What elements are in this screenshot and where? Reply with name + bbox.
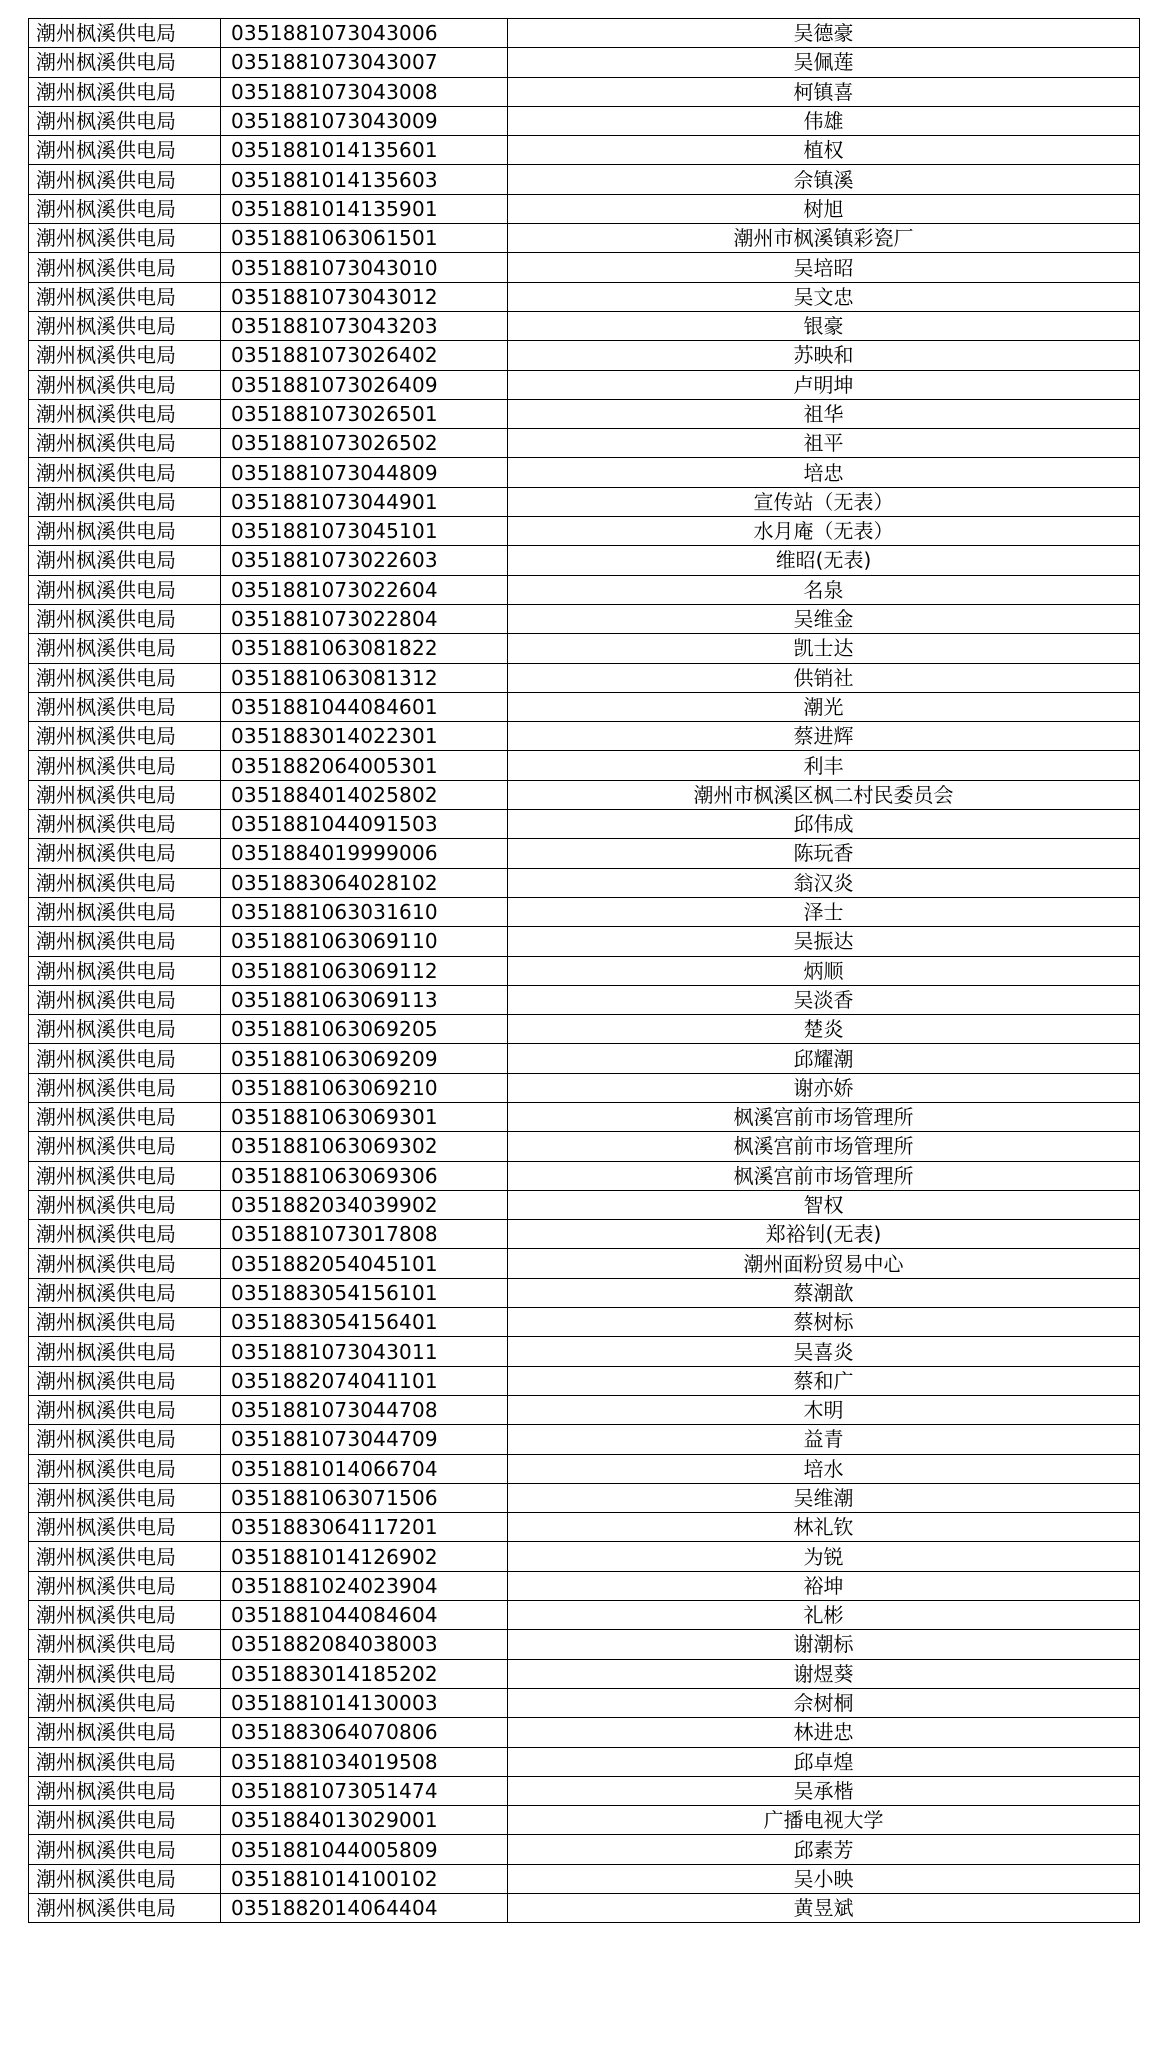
cell-power-bureau: 潮州枫溪供电局 [29, 48, 221, 77]
cell-account-number: 0351881073044708 [221, 1395, 508, 1424]
cell-account-number: 0351881073043203 [221, 311, 508, 340]
table-row [29, 1718, 1140, 1747]
cell-account-number: 0351881073043011 [221, 1337, 508, 1366]
table-row [29, 1894, 1140, 1923]
cell-customer-name: 郑裕钊(无表) [508, 1220, 1140, 1249]
cell-power-bureau: 潮州枫溪供电局 [29, 722, 221, 751]
table-row [29, 1308, 1140, 1337]
table-row [29, 1542, 1140, 1571]
cell-power-bureau: 潮州枫溪供电局 [29, 1776, 221, 1805]
cell-account-number: 0351881073044709 [221, 1425, 508, 1454]
cell-customer-name: 利丰 [508, 751, 1140, 780]
table-row [29, 1044, 1140, 1073]
table-row [29, 194, 1140, 223]
cell-power-bureau: 潮州枫溪供电局 [29, 370, 221, 399]
cell-account-number: 0351881014135601 [221, 136, 508, 165]
cell-power-bureau: 潮州枫溪供电局 [29, 224, 221, 253]
cell-account-number: 0351881073051474 [221, 1776, 508, 1805]
table-row [29, 1776, 1140, 1805]
table-row [29, 1835, 1140, 1864]
cell-power-bureau: 潮州枫溪供电局 [29, 1249, 221, 1278]
cell-power-bureau: 潮州枫溪供电局 [29, 341, 221, 370]
table-row [29, 1630, 1140, 1659]
table-row [29, 253, 1140, 282]
cell-account-number: 0351881063069306 [221, 1161, 508, 1190]
cell-customer-name: 银豪 [508, 311, 1140, 340]
cell-customer-name: 吴喜炎 [508, 1337, 1140, 1366]
table-row [29, 1483, 1140, 1512]
cell-customer-name: 培忠 [508, 458, 1140, 487]
cell-power-bureau: 潮州枫溪供电局 [29, 458, 221, 487]
cell-account-number: 0351882064005301 [221, 751, 508, 780]
cell-power-bureau: 潮州枫溪供电局 [29, 1015, 221, 1044]
cell-account-number: 0351884013029001 [221, 1806, 508, 1835]
cell-customer-name: 祖华 [508, 399, 1140, 428]
table-row [29, 1571, 1140, 1600]
cell-customer-name: 宣传站（无表） [508, 487, 1140, 516]
table-row [29, 546, 1140, 575]
cell-customer-name: 吴维金 [508, 604, 1140, 633]
table-row [29, 1454, 1140, 1483]
cell-account-number: 0351881014135901 [221, 194, 508, 223]
cell-power-bureau: 潮州枫溪供电局 [29, 1366, 221, 1395]
cell-account-number: 0351881073043007 [221, 48, 508, 77]
cell-power-bureau: 潮州枫溪供电局 [29, 1571, 221, 1600]
table-row [29, 48, 1140, 77]
cell-account-number: 0351881063069113 [221, 985, 508, 1014]
cell-customer-name: 木明 [508, 1395, 1140, 1424]
cell-power-bureau: 潮州枫溪供电局 [29, 1513, 221, 1542]
cell-account-number: 0351881073044809 [221, 458, 508, 487]
cell-account-number: 0351881014066704 [221, 1454, 508, 1483]
cell-customer-name: 翁汉炎 [508, 868, 1140, 897]
cell-power-bureau: 潮州枫溪供电局 [29, 1688, 221, 1717]
cell-account-number: 0351881073026402 [221, 341, 508, 370]
cell-power-bureau: 潮州枫溪供电局 [29, 1630, 221, 1659]
table-row [29, 1864, 1140, 1893]
cell-account-number: 0351881073045101 [221, 517, 508, 546]
cell-power-bureau: 潮州枫溪供电局 [29, 311, 221, 340]
cell-customer-name: 林进忠 [508, 1718, 1140, 1747]
cell-account-number: 0351881073043009 [221, 106, 508, 135]
cell-power-bureau: 潮州枫溪供电局 [29, 1220, 221, 1249]
table-row [29, 165, 1140, 194]
cell-account-number: 0351881073026409 [221, 370, 508, 399]
cell-customer-name: 植权 [508, 136, 1140, 165]
cell-power-bureau: 潮州枫溪供电局 [29, 1542, 221, 1571]
cell-power-bureau: 潮州枫溪供电局 [29, 106, 221, 135]
cell-power-bureau: 潮州枫溪供电局 [29, 1483, 221, 1512]
account-table [28, 18, 1140, 1923]
table-row [29, 517, 1140, 546]
cell-customer-name: 吴佩莲 [508, 48, 1140, 77]
cell-account-number: 0351881063071506 [221, 1483, 508, 1512]
table-row [29, 311, 1140, 340]
cell-customer-name: 黄昱斌 [508, 1894, 1140, 1923]
account-table-body [29, 19, 1140, 1923]
cell-power-bureau: 潮州枫溪供电局 [29, 634, 221, 663]
cell-account-number: 0351884014025802 [221, 780, 508, 809]
cell-customer-name: 吴承楷 [508, 1776, 1140, 1805]
cell-power-bureau: 潮州枫溪供电局 [29, 1395, 221, 1424]
table-row [29, 604, 1140, 633]
cell-customer-name: 伟雄 [508, 106, 1140, 135]
cell-power-bureau: 潮州枫溪供电局 [29, 1161, 221, 1190]
cell-account-number: 0351881073022604 [221, 575, 508, 604]
cell-customer-name: 潮州面粉贸易中心 [508, 1249, 1140, 1278]
cell-customer-name: 潮光 [508, 692, 1140, 721]
cell-power-bureau: 潮州枫溪供电局 [29, 956, 221, 985]
cell-power-bureau: 潮州枫溪供电局 [29, 487, 221, 516]
cell-customer-name: 蔡潮歆 [508, 1278, 1140, 1307]
table-row [29, 136, 1140, 165]
cell-power-bureau: 潮州枫溪供电局 [29, 1073, 221, 1102]
cell-customer-name: 名泉 [508, 575, 1140, 604]
cell-power-bureau: 潮州枫溪供电局 [29, 1044, 221, 1073]
table-row [29, 1513, 1140, 1542]
cell-power-bureau: 潮州枫溪供电局 [29, 282, 221, 311]
table-row [29, 106, 1140, 135]
cell-power-bureau: 潮州枫溪供电局 [29, 604, 221, 633]
table-row [29, 956, 1140, 985]
cell-account-number: 0351882084038003 [221, 1630, 508, 1659]
cell-customer-name: 吴淡香 [508, 985, 1140, 1014]
table-row [29, 1688, 1140, 1717]
cell-customer-name: 潮州市枫溪镇彩瓷厂 [508, 224, 1140, 253]
table-row [29, 897, 1140, 926]
cell-customer-name: 水月庵（无表） [508, 517, 1140, 546]
cell-power-bureau: 潮州枫溪供电局 [29, 751, 221, 780]
cell-account-number: 0351881014130003 [221, 1688, 508, 1717]
cell-account-number: 0351881063069209 [221, 1044, 508, 1073]
cell-customer-name: 枫溪宫前市场管理所 [508, 1161, 1140, 1190]
table-row [29, 575, 1140, 604]
cell-power-bureau: 潮州枫溪供电局 [29, 77, 221, 106]
table-row [29, 1190, 1140, 1219]
cell-customer-name: 苏映和 [508, 341, 1140, 370]
table-row [29, 1337, 1140, 1366]
cell-power-bureau: 潮州枫溪供电局 [29, 1132, 221, 1161]
table-row [29, 927, 1140, 956]
cell-customer-name: 维昭(无表) [508, 546, 1140, 575]
cell-customer-name: 邱素芳 [508, 1835, 1140, 1864]
cell-customer-name: 佘树桐 [508, 1688, 1140, 1717]
cell-account-number: 0351883054156101 [221, 1278, 508, 1307]
cell-account-number: 0351881044005809 [221, 1835, 508, 1864]
cell-power-bureau: 潮州枫溪供电局 [29, 399, 221, 428]
cell-power-bureau: 潮州枫溪供电局 [29, 429, 221, 458]
table-row [29, 1747, 1140, 1776]
cell-account-number: 0351881063069302 [221, 1132, 508, 1161]
cell-account-number: 0351881063069112 [221, 956, 508, 985]
cell-account-number: 0351883064028102 [221, 868, 508, 897]
cell-customer-name: 谢亦娇 [508, 1073, 1140, 1102]
cell-customer-name: 枫溪宫前市场管理所 [508, 1132, 1140, 1161]
cell-account-number: 0351882054045101 [221, 1249, 508, 1278]
cell-customer-name: 卢明坤 [508, 370, 1140, 399]
cell-customer-name: 邱卓煌 [508, 1747, 1140, 1776]
table-row [29, 282, 1140, 311]
cell-customer-name: 培水 [508, 1454, 1140, 1483]
table-row [29, 634, 1140, 663]
table-row [29, 1132, 1140, 1161]
table-row [29, 487, 1140, 516]
cell-account-number: 0351884019999006 [221, 839, 508, 868]
cell-power-bureau: 潮州枫溪供电局 [29, 1835, 221, 1864]
table-row [29, 458, 1140, 487]
cell-customer-name: 蔡进辉 [508, 722, 1140, 751]
cell-account-number: 0351881034019508 [221, 1747, 508, 1776]
cell-power-bureau: 潮州枫溪供电局 [29, 692, 221, 721]
cell-customer-name: 广播电视大学 [508, 1806, 1140, 1835]
cell-power-bureau: 潮州枫溪供电局 [29, 810, 221, 839]
cell-account-number: 0351881063081312 [221, 663, 508, 692]
cell-power-bureau: 潮州枫溪供电局 [29, 1806, 221, 1835]
cell-customer-name: 潮州市枫溪区枫二村民委员会 [508, 780, 1140, 809]
cell-account-number: 0351881063069205 [221, 1015, 508, 1044]
cell-power-bureau: 潮州枫溪供电局 [29, 1102, 221, 1131]
table-row [29, 1366, 1140, 1395]
cell-customer-name: 吴培昭 [508, 253, 1140, 282]
document-page [28, 18, 1139, 1923]
cell-account-number: 0351882074041101 [221, 1366, 508, 1395]
cell-account-number: 0351881073026502 [221, 429, 508, 458]
cell-power-bureau: 潮州枫溪供电局 [29, 1337, 221, 1366]
cell-customer-name: 柯镇喜 [508, 77, 1140, 106]
table-row [29, 722, 1140, 751]
cell-customer-name: 谢潮标 [508, 1630, 1140, 1659]
table-row [29, 370, 1140, 399]
cell-customer-name: 裕坤 [508, 1571, 1140, 1600]
cell-power-bureau: 潮州枫溪供电局 [29, 136, 221, 165]
cell-account-number: 0351881014135603 [221, 165, 508, 194]
cell-power-bureau: 潮州枫溪供电局 [29, 868, 221, 897]
table-row [29, 77, 1140, 106]
cell-account-number: 0351881073026501 [221, 399, 508, 428]
cell-customer-name: 吴小映 [508, 1864, 1140, 1893]
cell-customer-name: 吴维潮 [508, 1483, 1140, 1512]
cell-power-bureau: 潮州枫溪供电局 [29, 1190, 221, 1219]
cell-customer-name: 智权 [508, 1190, 1140, 1219]
cell-power-bureau: 潮州枫溪供电局 [29, 1747, 221, 1776]
cell-power-bureau: 潮州枫溪供电局 [29, 1864, 221, 1893]
cell-account-number: 0351881073043008 [221, 77, 508, 106]
table-row [29, 1015, 1140, 1044]
cell-account-number: 0351881073043010 [221, 253, 508, 282]
cell-account-number: 0351881073022804 [221, 604, 508, 633]
cell-account-number: 0351882034039902 [221, 1190, 508, 1219]
cell-account-number: 0351883014022301 [221, 722, 508, 751]
cell-power-bureau: 潮州枫溪供电局 [29, 839, 221, 868]
cell-account-number: 0351881063061501 [221, 224, 508, 253]
cell-account-number: 0351881073017808 [221, 1220, 508, 1249]
cell-account-number: 0351881063069110 [221, 927, 508, 956]
cell-power-bureau: 潮州枫溪供电局 [29, 663, 221, 692]
cell-customer-name: 吴文忠 [508, 282, 1140, 311]
cell-customer-name: 陈玩香 [508, 839, 1140, 868]
cell-power-bureau: 潮州枫溪供电局 [29, 1894, 221, 1923]
cell-account-number: 0351881073043006 [221, 19, 508, 48]
cell-power-bureau: 潮州枫溪供电局 [29, 1425, 221, 1454]
table-row [29, 810, 1140, 839]
cell-power-bureau: 潮州枫溪供电局 [29, 253, 221, 282]
table-row [29, 1601, 1140, 1630]
cell-customer-name: 佘镇溪 [508, 165, 1140, 194]
cell-power-bureau: 潮州枫溪供电局 [29, 1718, 221, 1747]
cell-power-bureau: 潮州枫溪供电局 [29, 780, 221, 809]
table-row [29, 1659, 1140, 1688]
cell-power-bureau: 潮州枫溪供电局 [29, 1454, 221, 1483]
cell-customer-name: 蔡和广 [508, 1366, 1140, 1395]
table-row [29, 1073, 1140, 1102]
table-row [29, 780, 1140, 809]
table-row [29, 1395, 1140, 1424]
cell-customer-name: 炳顺 [508, 956, 1140, 985]
cell-power-bureau: 潮州枫溪供电局 [29, 927, 221, 956]
cell-customer-name: 祖平 [508, 429, 1140, 458]
cell-customer-name: 楚炎 [508, 1015, 1140, 1044]
cell-customer-name: 吴振达 [508, 927, 1140, 956]
cell-account-number: 0351881073022603 [221, 546, 508, 575]
table-row [29, 1806, 1140, 1835]
cell-account-number: 0351881014126902 [221, 1542, 508, 1571]
cell-account-number: 0351881024023904 [221, 1571, 508, 1600]
cell-account-number: 0351881063069301 [221, 1102, 508, 1131]
table-row [29, 429, 1140, 458]
cell-power-bureau: 潮州枫溪供电局 [29, 985, 221, 1014]
cell-account-number: 0351883064070806 [221, 1718, 508, 1747]
cell-customer-name: 邱耀潮 [508, 1044, 1140, 1073]
cell-account-number: 0351882014064404 [221, 1894, 508, 1923]
cell-account-number: 0351881073044901 [221, 487, 508, 516]
cell-power-bureau: 潮州枫溪供电局 [29, 194, 221, 223]
cell-account-number: 0351881063031610 [221, 897, 508, 926]
cell-account-number: 0351881044084604 [221, 1601, 508, 1630]
cell-customer-name: 蔡树标 [508, 1308, 1140, 1337]
table-row [29, 663, 1140, 692]
table-row [29, 341, 1140, 370]
table-row [29, 1161, 1140, 1190]
cell-account-number: 0351881063069210 [221, 1073, 508, 1102]
table-row [29, 868, 1140, 897]
cell-customer-name: 为锐 [508, 1542, 1140, 1571]
cell-account-number: 0351883064117201 [221, 1513, 508, 1542]
cell-account-number: 0351881063081822 [221, 634, 508, 663]
cell-power-bureau: 潮州枫溪供电局 [29, 1308, 221, 1337]
cell-account-number: 0351881073043012 [221, 282, 508, 311]
table-row [29, 1249, 1140, 1278]
cell-customer-name: 枫溪宫前市场管理所 [508, 1102, 1140, 1131]
cell-power-bureau: 潮州枫溪供电局 [29, 19, 221, 48]
cell-customer-name: 益青 [508, 1425, 1140, 1454]
cell-power-bureau: 潮州枫溪供电局 [29, 575, 221, 604]
cell-customer-name: 邱伟成 [508, 810, 1140, 839]
cell-power-bureau: 潮州枫溪供电局 [29, 1659, 221, 1688]
cell-account-number: 0351881044084601 [221, 692, 508, 721]
cell-account-number: 0351883014185202 [221, 1659, 508, 1688]
cell-customer-name: 林礼钦 [508, 1513, 1140, 1542]
table-row [29, 1102, 1140, 1131]
cell-power-bureau: 潮州枫溪供电局 [29, 1601, 221, 1630]
table-row [29, 1425, 1140, 1454]
table-row [29, 1220, 1140, 1249]
table-row [29, 692, 1140, 721]
cell-customer-name: 凯士达 [508, 634, 1140, 663]
cell-power-bureau: 潮州枫溪供电局 [29, 165, 221, 194]
table-row [29, 399, 1140, 428]
table-row [29, 224, 1140, 253]
cell-customer-name: 礼彬 [508, 1601, 1140, 1630]
cell-account-number: 0351883054156401 [221, 1308, 508, 1337]
table-row [29, 839, 1140, 868]
table-row [29, 19, 1140, 48]
cell-power-bureau: 潮州枫溪供电局 [29, 546, 221, 575]
table-row [29, 985, 1140, 1014]
cell-customer-name: 供销社 [508, 663, 1140, 692]
cell-account-number: 0351881014100102 [221, 1864, 508, 1893]
cell-customer-name: 吴德豪 [508, 19, 1140, 48]
cell-power-bureau: 潮州枫溪供电局 [29, 517, 221, 546]
cell-customer-name: 谢煜葵 [508, 1659, 1140, 1688]
table-row [29, 1278, 1140, 1307]
cell-customer-name: 泽士 [508, 897, 1140, 926]
table-row [29, 751, 1140, 780]
cell-account-number: 0351881044091503 [221, 810, 508, 839]
cell-customer-name: 树旭 [508, 194, 1140, 223]
cell-power-bureau: 潮州枫溪供电局 [29, 897, 221, 926]
cell-power-bureau: 潮州枫溪供电局 [29, 1278, 221, 1307]
